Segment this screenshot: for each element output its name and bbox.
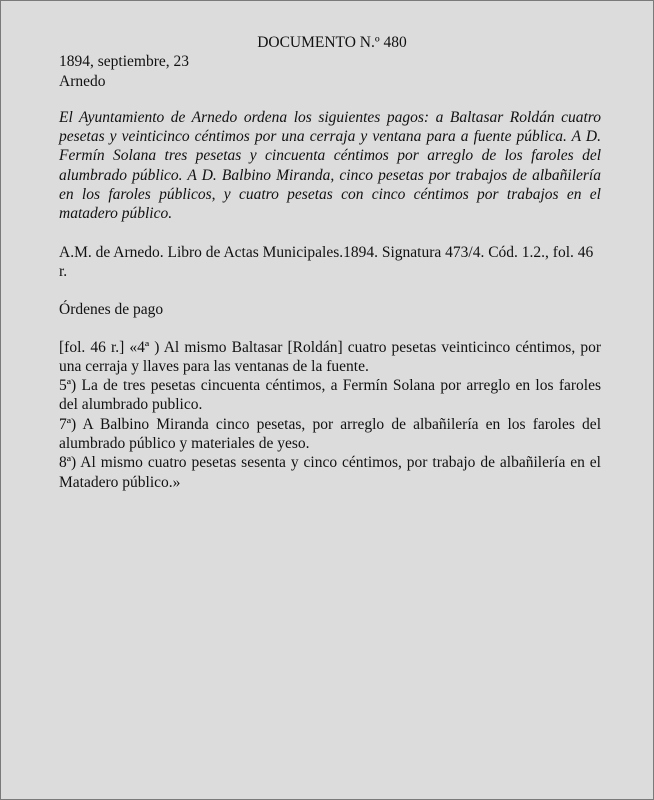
- section-heading: Órdenes de pago: [59, 301, 164, 319]
- payment-orders-list: [59, 338, 601, 492]
- payment-order-item: 7ª) A Balbino Miranda cinco pesetas, por arreglo de albañilería en los faroles del alumbrado público y materiales de yeso.: [59, 415, 601, 453]
- payment-order-item: 8ª) Al mismo cuatro pesetas sesenta y cinco céntimos, por trabajo de albañilería en el Matadero público.»: [59, 454, 601, 491]
- document-summary: El Ayuntamiento de Arnedo ordena los siguientes pagos: a Baltasar Roldán cuatro pesetas y veinticinco céntimos por una cerraja y ventana para a fuente pública. A D. Fermín Solana tres pesetas y cincuenta céntimos por arreglo de los faroles del alumbrado público. A D. Balbino Miranda, cinco pesetas por trabajos de albañilería en los faroles públicos, y cuatro pesetas con cinco céntimos por trabajos en el matadero público.: [59, 108, 601, 223]
- payment-order-item: [fol. 46 r.] «4ª ) Al mismo Baltasar [Roldán] cuatro pesetas veinticinco céntimos, por una cerraja y llaves para las ventanas de la fuente.: [59, 338, 601, 375]
- document-title: DOCUMENTO N.º 480: [257, 34, 407, 51]
- document-date: 1894, septiembre, 23: [59, 53, 190, 71]
- document-body: [59, 33, 601, 492]
- payment-order-item: 5ª) La de tres pesetas cincuenta céntimos, a Fermín Solana por arreglo en los faroles del alumbrado publico.: [59, 377, 601, 414]
- document-place: Arnedo: [59, 72, 106, 90]
- archive-source-citation: A.M. de Arnedo. Libro de Actas Municipales.1894. Signatura 473/4. Cód. 1.2., fol. 46 r.: [59, 243, 594, 280]
